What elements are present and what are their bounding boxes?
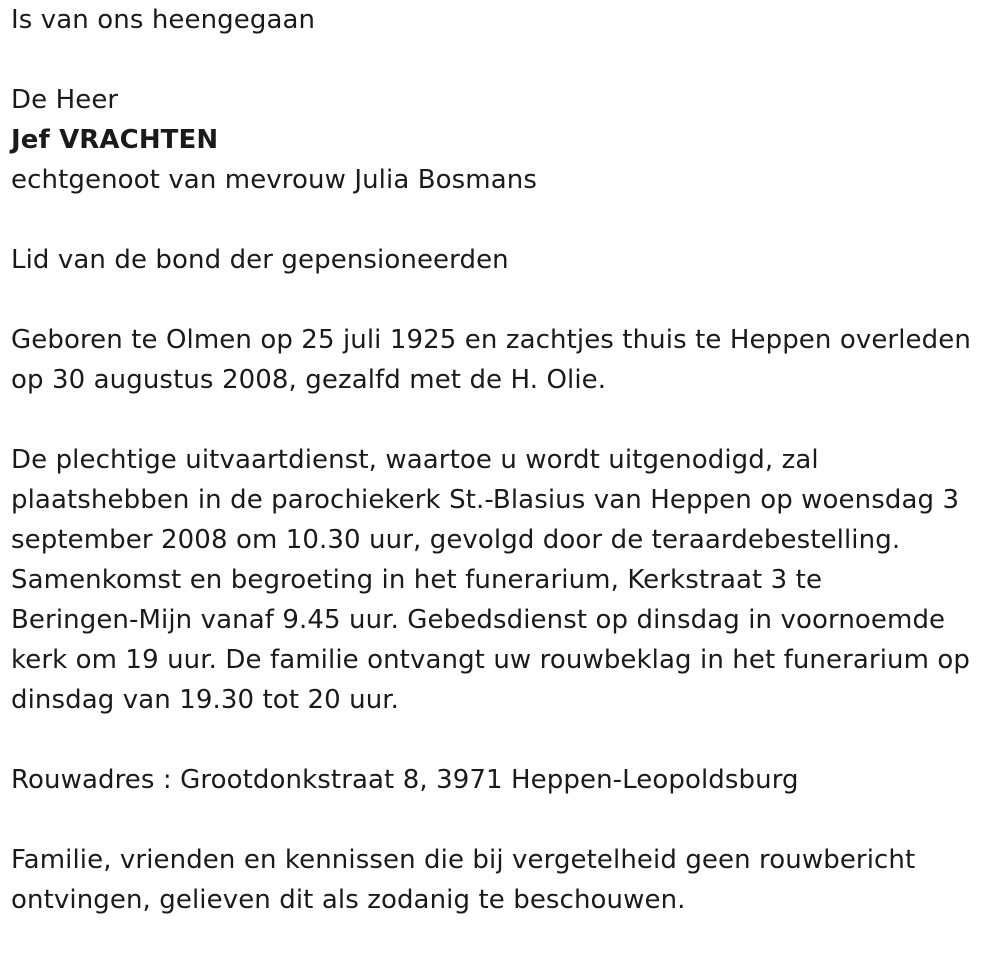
spacer [11,280,996,320]
birth-death-paragraph [11,320,996,400]
spacer [11,800,996,840]
spouse-text: echtgenoot van mevrouw Julia Bosmans [11,165,537,195]
paragraph-line: op 30 augustus 2008, gezalfd met de H. Olie. [11,365,607,395]
paragraph-line: dinsdag van 19.30 tot 20 uur. [11,685,400,715]
spacer [11,40,996,80]
paragraph-line: ontvingen, gelieven dit als zodanig te beschouwen. [11,885,686,915]
paragraph-line: De plechtige uitvaartdienst, waartoe u wordt uitgenodigd, zal [11,445,819,475]
paragraph-line: Geboren te Olmen op 25 juli 1925 en zachtjes thuis te Heppen overleden [11,325,971,355]
paragraph-line: Beringen-Mijn vanaf 9.45 uur. Gebedsdienst op dinsdag in voornoemde [11,605,946,635]
spacer [11,200,996,240]
paragraph-line: Familie, vrienden en kennissen die bij vergetelheid geen rouwbericht [11,845,916,875]
closing-paragraph [11,840,996,920]
spacer [11,400,996,440]
paragraph-line: kerk om 19 uur. De familie ontvangt uw rouwbeklag in het funerarium op [11,645,971,675]
membership-text: Lid van de bond der gepensioneerden [11,245,509,275]
paragraph-line: plaatshebben in de parochiekerk St.-Blasius van Heppen op woensdag 3 [11,485,960,515]
mourning-address: Rouwadres : Grootdonkstraat 8, 3971 Heppen-Leopoldsburg [11,765,799,795]
intro-text: Is van ons heengegaan [11,5,316,35]
title-prefix: De Heer [11,85,119,115]
deceased-name: Jef VRACHTEN [11,125,219,155]
funeral-paragraph [11,440,996,720]
spacer [11,720,996,760]
paragraph-line: Samenkomst en begroeting in het funerarium, Kerkstraat 3 te [11,565,823,595]
paragraph-line: september 2008 om 10.30 uur, gevolgd door de teraardebestelling. [11,525,901,555]
